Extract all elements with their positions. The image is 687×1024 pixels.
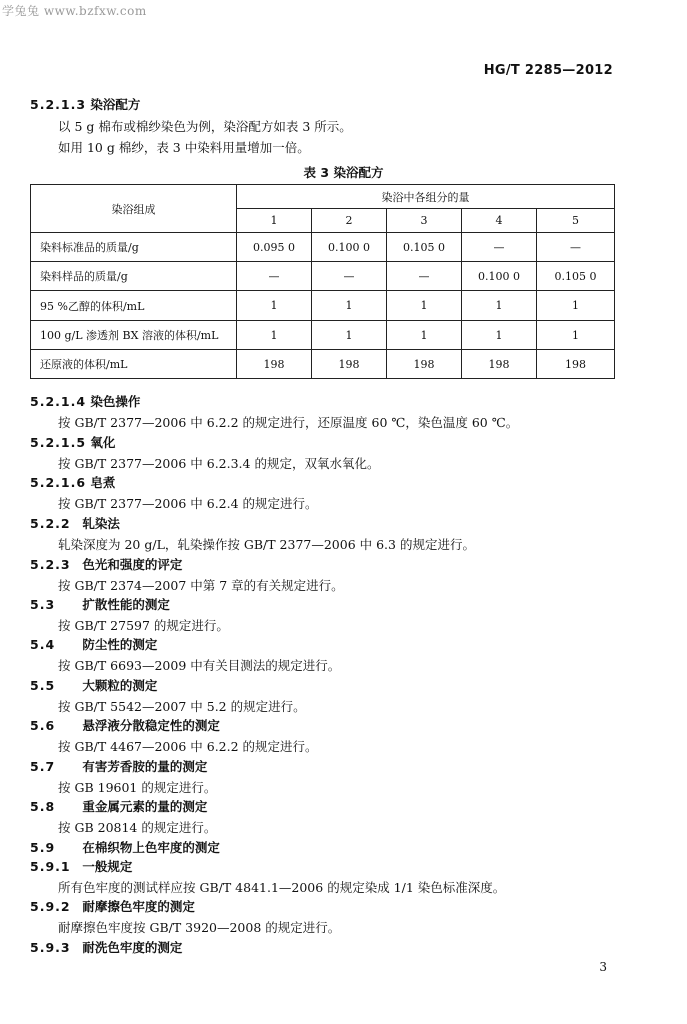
paragraph: 按 GB/T 2377—2006 中 6.2.3.4 的规定，双氧水氧化。	[58, 456, 380, 471]
table-cell: 1	[237, 321, 312, 350]
table-cell: 198	[462, 350, 537, 379]
dye-bath-table	[30, 184, 615, 379]
watermark: 学兔兔 www.bzfxw.com	[2, 4, 147, 18]
table-cell: 1	[387, 321, 462, 350]
paragraph: 以 5 g 棉布或棉纱染色为例，染浴配方如表 3 所示。	[58, 119, 352, 134]
table-cell: 1	[462, 291, 537, 321]
section-title: 有害芳香胺的量的测定	[82, 759, 208, 774]
paragraph: 耐摩擦色牢度按 GB/T 3920—2008 的规定进行。	[58, 920, 341, 935]
row-label: 染料样品的质量/g	[31, 262, 237, 291]
paragraph: 按 GB 20814 的规定进行。	[58, 820, 217, 835]
table-cell: —	[237, 262, 312, 291]
table-row	[31, 233, 615, 262]
heading-5-6	[30, 716, 220, 734]
heading-5-2-1-6	[30, 473, 115, 491]
heading-5-7	[30, 757, 207, 775]
paragraph: 如用 10 g 棉纱，表 3 中染料用量增加一倍。	[58, 140, 310, 155]
table-cell: 0.100 0	[462, 262, 537, 291]
table-cell: 0.105 0	[537, 262, 615, 291]
table-header-composition: 染浴组成	[31, 185, 237, 233]
table-col-number: 5	[537, 209, 615, 233]
section-number: 5.3	[30, 597, 56, 612]
table-cell: —	[312, 262, 387, 291]
table-cell: 0.100 0	[312, 233, 387, 262]
table-cell: 0.095 0	[237, 233, 312, 262]
section-number: 5.9.3	[30, 940, 71, 955]
section-title: 轧染法	[82, 516, 120, 531]
table-cell: 1	[237, 291, 312, 321]
table-cell: 198	[237, 350, 312, 379]
section-number: 5.4	[30, 637, 56, 652]
section-title: 耐洗色牢度的测定	[82, 940, 183, 955]
page-number: 3	[599, 960, 607, 974]
paragraph: 按 GB/T 5542—2007 中 5.2 的规定进行。	[58, 699, 306, 714]
section-title: 染色操作	[90, 394, 141, 409]
section-number: 5.2.1.3	[30, 97, 87, 112]
section-number: 5.5	[30, 678, 56, 693]
section-title: 大颗粒的测定	[82, 678, 158, 693]
table-cell: —	[387, 262, 462, 291]
row-label: 染料标准品的质量/g	[31, 233, 237, 262]
section-number: 5.2.1.4	[30, 394, 87, 409]
table-cell: 0.105 0	[387, 233, 462, 262]
table-cell: 1	[312, 291, 387, 321]
section-number: 5.2.3	[30, 557, 71, 572]
document-number: HG/T 2285—2012	[483, 63, 613, 78]
table-row	[31, 350, 615, 379]
section-title: 耐摩擦色牢度的测定	[82, 899, 195, 914]
paragraph: 按 GB 19601 的规定进行。	[58, 780, 217, 795]
heading-5-9-2	[30, 897, 195, 915]
table-cell: 1	[387, 291, 462, 321]
table-col-number: 4	[462, 209, 537, 233]
section-title: 悬浮液分散稳定性的测定	[82, 718, 220, 733]
heading-5-2-2	[30, 514, 120, 532]
section-title: 一般规定	[82, 859, 133, 874]
heading-5-9-1	[30, 857, 132, 875]
paragraph: 轧染深度为 20 g/L，轧染操作按 GB/T 2377—2006 中 6.3 的规定进行。	[58, 537, 475, 552]
section-number: 5.2.1.5	[30, 435, 87, 450]
paragraph: 按 GB/T 4467—2006 中 6.2.2 的规定进行。	[58, 739, 318, 754]
heading-5-9	[30, 838, 220, 856]
section-title: 氧化	[90, 435, 116, 450]
section-title: 皂煮	[90, 475, 116, 490]
heading-5-2-1-5	[30, 433, 115, 451]
table-cell: 1	[537, 321, 615, 350]
section-number: 5.2.1.6	[30, 475, 87, 490]
section-number: 5.8	[30, 799, 56, 814]
paragraph: 按 GB/T 2377—2006 中 6.2.2 的规定进行，还原温度 60 ℃，染色温度 60 ℃。	[58, 415, 519, 430]
table-row	[31, 291, 615, 321]
heading-5-2-1-4	[30, 392, 140, 410]
table-cell: —	[537, 233, 615, 262]
table-col-number: 2	[312, 209, 387, 233]
table-cell: 198	[537, 350, 615, 379]
section-number: 5.6	[30, 718, 56, 733]
table-cell: 198	[312, 350, 387, 379]
paragraph: 按 GB/T 27597 的规定进行。	[58, 618, 229, 633]
heading-5-2-1-3	[30, 95, 140, 113]
section-title: 防尘性的测定	[82, 637, 158, 652]
section-number: 5.2.2	[30, 516, 71, 531]
heading-5-9-3	[30, 938, 182, 956]
table-caption: 表 3 染浴配方	[303, 165, 384, 180]
table-cell: 1	[537, 291, 615, 321]
section-title: 扩散性能的测定	[82, 597, 170, 612]
section-number: 5.9.1	[30, 859, 71, 874]
paragraph: 所有色牢度的测试样应按 GB/T 4841.1—2006 的规定染成 1/1 染色标准深度。	[58, 880, 506, 895]
section-number: 5.9	[30, 840, 56, 855]
section-number: 5.9.2	[30, 899, 71, 914]
section-number: 5.7	[30, 759, 56, 774]
heading-5-5	[30, 676, 157, 694]
section-title: 色光和强度的评定	[82, 557, 183, 572]
row-label: 95 %乙醇的体积/mL	[31, 291, 237, 321]
table-col-number: 1	[237, 209, 312, 233]
table-col-number: 3	[387, 209, 462, 233]
section-title: 重金属元素的量的测定	[82, 799, 208, 814]
row-label: 100 g/L 渗透剂 BX 溶液的体积/mL	[31, 321, 237, 350]
heading-5-2-3	[30, 555, 182, 573]
heading-5-3	[30, 595, 170, 613]
section-title: 染浴配方	[90, 97, 141, 112]
table-cell: —	[462, 233, 537, 262]
table-row	[31, 321, 615, 350]
paragraph: 按 GB/T 2377—2006 中 6.2.4 的规定进行。	[58, 496, 318, 511]
heading-5-8	[30, 797, 207, 815]
table-cell: 198	[387, 350, 462, 379]
table-header-group: 染浴中各组分的量	[237, 185, 615, 209]
row-label: 还原液的体积/mL	[31, 350, 237, 379]
table-cell: 1	[462, 321, 537, 350]
table-row	[31, 262, 615, 291]
paragraph: 按 GB/T 2374—2007 中第 7 章的有关规定进行。	[58, 578, 344, 593]
paragraph: 按 GB/T 6693—2009 中有关目测法的规定进行。	[58, 658, 341, 673]
heading-5-4	[30, 635, 157, 653]
section-title: 在棉织物上色牢度的测定	[82, 840, 220, 855]
table-cell: 1	[312, 321, 387, 350]
